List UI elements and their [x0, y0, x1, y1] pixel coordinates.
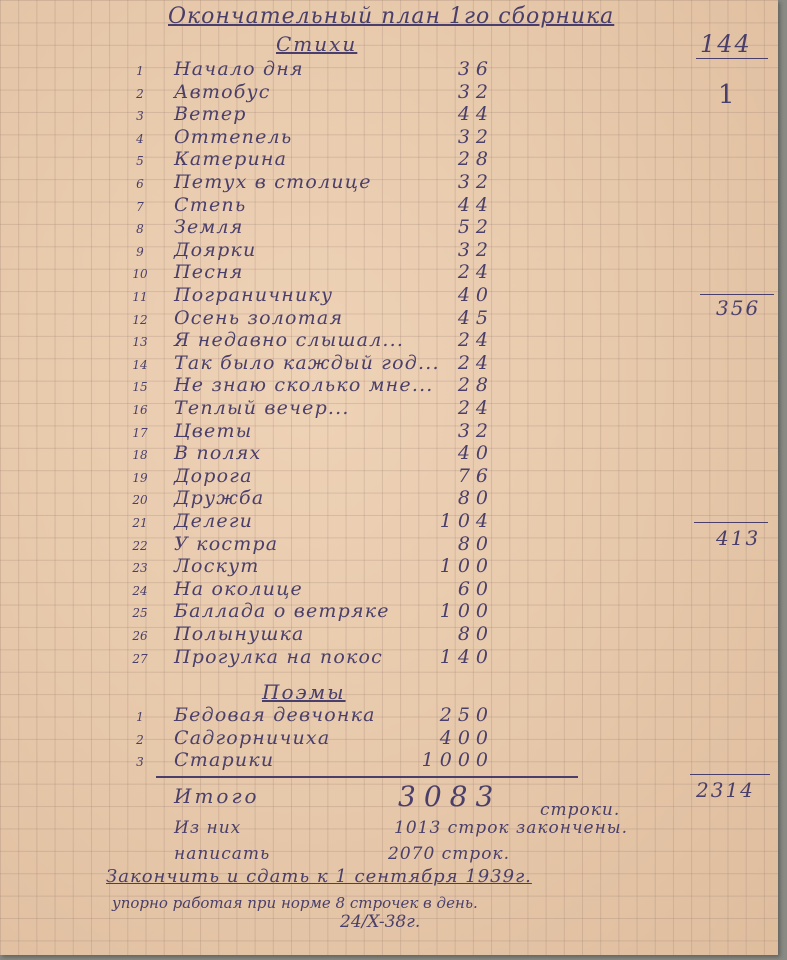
list-item	[0, 216, 494, 240]
item-line-count: 250	[439, 704, 494, 726]
item-number: 1	[136, 64, 144, 78]
item-number: 26	[132, 629, 148, 643]
to-write-value: 2070 строк.	[388, 844, 510, 864]
item-title: Пограничнику	[174, 284, 334, 306]
item-number: 15	[132, 380, 148, 395]
item-title: Прогулка на покос	[174, 645, 383, 668]
list-item	[0, 510, 494, 534]
item-number: 13	[132, 335, 148, 350]
to-write-label: написать	[174, 844, 271, 864]
list-item	[0, 126, 494, 150]
item-title: Лоскут	[174, 555, 260, 578]
item-line-count: 32	[457, 125, 494, 148]
item-title: Бедовая девчонка	[174, 704, 376, 726]
list-item	[0, 727, 494, 751]
item-title: Дорога	[174, 464, 253, 487]
item-number: 2	[136, 86, 144, 101]
item-line-count: 80	[457, 532, 494, 555]
list-item	[0, 623, 494, 647]
margin-line	[696, 58, 768, 59]
item-title: Петух в столице	[174, 171, 372, 193]
item-number: 9	[136, 244, 144, 259]
total-unit: строки.	[540, 800, 621, 820]
item-number: 17	[132, 425, 148, 440]
item-number: 3	[136, 755, 144, 770]
item-title: На околице	[174, 577, 303, 600]
subtotal-3: 2314	[696, 778, 755, 802]
item-title: Так было каждый год...	[174, 351, 440, 374]
item-line-count: 52	[457, 216, 494, 239]
item-title: Катерина	[174, 148, 288, 171]
item-number: 3	[136, 109, 144, 124]
item-line-count: 80	[457, 487, 494, 510]
item-number: 25	[132, 606, 148, 621]
section-heading-long-poems: Поэмы	[262, 680, 346, 704]
item-line-count: 45	[457, 306, 494, 329]
item-title: Начало дня	[174, 58, 304, 80]
margin-line	[694, 522, 768, 523]
item-line-count: 28	[457, 374, 494, 397]
item-line-count: 400	[439, 726, 494, 749]
item-number: 18	[132, 448, 148, 463]
item-number: 14	[132, 357, 148, 372]
item-title: Доярки	[174, 238, 257, 261]
item-number: 7	[136, 199, 144, 214]
list-item	[0, 442, 494, 466]
item-title: Садгорничиха	[174, 726, 331, 749]
list-item	[0, 171, 494, 195]
item-line-count: 100	[439, 600, 494, 623]
of-them-value: 1013 строк закончены.	[394, 818, 629, 838]
item-title: Полынушка	[174, 623, 305, 645]
total-rule	[156, 776, 578, 778]
item-number: 27	[132, 651, 148, 666]
list-item	[0, 600, 494, 624]
list-item	[0, 578, 494, 602]
item-line-count: 40	[457, 284, 494, 306]
item-title: Делеги	[174, 510, 254, 532]
item-number: 6	[136, 177, 144, 191]
item-title: Песня	[174, 261, 244, 284]
note-date: 24/X-38г.	[340, 912, 421, 932]
item-number: 16	[132, 403, 148, 417]
item-number: 10	[132, 267, 148, 282]
list-item	[0, 58, 494, 82]
item-line-count: 24	[457, 261, 494, 284]
item-title: Баллада о ветряке	[174, 600, 390, 623]
list-item	[0, 329, 494, 353]
item-number: 22	[132, 538, 148, 553]
of-them-label: Из них	[174, 818, 242, 838]
margin-mark: 1	[718, 80, 737, 110]
list-item	[0, 533, 494, 557]
item-title: Ветер	[174, 103, 247, 126]
item-line-count: 24	[457, 329, 494, 352]
item-title: Теплый вечер...	[174, 397, 350, 419]
item-title: Не знаю сколько мне...	[174, 374, 434, 397]
subtotal-2: 413	[716, 526, 761, 550]
item-title: Степь	[174, 193, 247, 216]
item-number: 5	[136, 154, 144, 169]
item-title: У костра	[174, 532, 279, 555]
item-line-count: 24	[457, 351, 494, 374]
total-label: Итого	[174, 784, 260, 808]
list-item	[0, 646, 494, 670]
item-number: 2	[136, 732, 144, 747]
list-item	[0, 397, 494, 421]
item-line-count: 24	[457, 397, 494, 419]
list-item	[0, 194, 494, 218]
list-item	[0, 704, 494, 728]
item-number: 19	[132, 470, 148, 485]
total-value: 3083	[398, 780, 502, 813]
list-item	[0, 420, 494, 444]
item-line-count: 76	[457, 464, 494, 487]
list-item	[0, 487, 494, 511]
deadline-note: Закончить и сдать к 1 сентября 1939г.	[106, 866, 532, 887]
list-item	[0, 465, 494, 489]
margin-line	[700, 294, 774, 295]
item-line-count: 100	[439, 555, 494, 578]
list-item	[0, 103, 494, 127]
item-line-count: 80	[457, 623, 494, 645]
list-item	[0, 239, 494, 263]
item-line-count: 40	[457, 442, 494, 465]
section-heading-poems: Стихи	[276, 32, 358, 56]
list-item	[0, 307, 494, 331]
item-title: Автобус	[174, 80, 271, 103]
item-number: 21	[132, 516, 148, 530]
list-item	[0, 749, 494, 773]
item-number: 4	[136, 131, 144, 146]
item-number: 24	[132, 583, 148, 598]
item-line-count: 44	[457, 103, 494, 126]
item-title: В полях	[174, 442, 262, 465]
item-line-count: 32	[457, 171, 494, 193]
list-item	[0, 555, 494, 579]
item-title: Старики	[174, 749, 275, 772]
subtotal-1: 356	[716, 296, 761, 320]
list-item	[0, 261, 494, 285]
item-number: 23	[132, 561, 148, 576]
list-item	[0, 81, 494, 105]
item-line-count: 32	[457, 238, 494, 261]
item-line-count: 32	[457, 80, 494, 103]
item-title: Оттепель	[174, 125, 293, 148]
item-line-count: 36	[457, 58, 494, 80]
item-title: Земля	[174, 216, 244, 239]
item-line-count: 104	[439, 510, 494, 532]
item-title: Осень золотая	[174, 306, 344, 329]
item-line-count: 28	[457, 148, 494, 171]
list-item	[0, 352, 494, 376]
item-number: 12	[132, 312, 148, 327]
item-line-count: 44	[457, 193, 494, 216]
item-number: 20	[132, 493, 148, 508]
item-number: 11	[132, 290, 148, 304]
list-item	[0, 374, 494, 398]
item-line-count: 140	[439, 645, 494, 668]
margin-line	[690, 774, 770, 775]
item-title: Цветы	[174, 419, 253, 442]
list-item	[0, 284, 494, 308]
item-line-count: 32	[457, 419, 494, 442]
footnote: упорно работая при норме 8 строчек в день.	[112, 894, 478, 912]
page-title: Окончательный план 1го сборника	[168, 4, 615, 29]
item-title: Дружба	[174, 487, 265, 510]
item-title: Я недавно слышал...	[174, 329, 405, 352]
item-line-count: 1000	[421, 749, 494, 772]
margin-count-top: 144	[700, 30, 752, 58]
list-item	[0, 148, 494, 172]
item-number: 8	[136, 222, 144, 237]
item-number: 1	[136, 710, 144, 724]
item-line-count: 60	[457, 577, 494, 600]
